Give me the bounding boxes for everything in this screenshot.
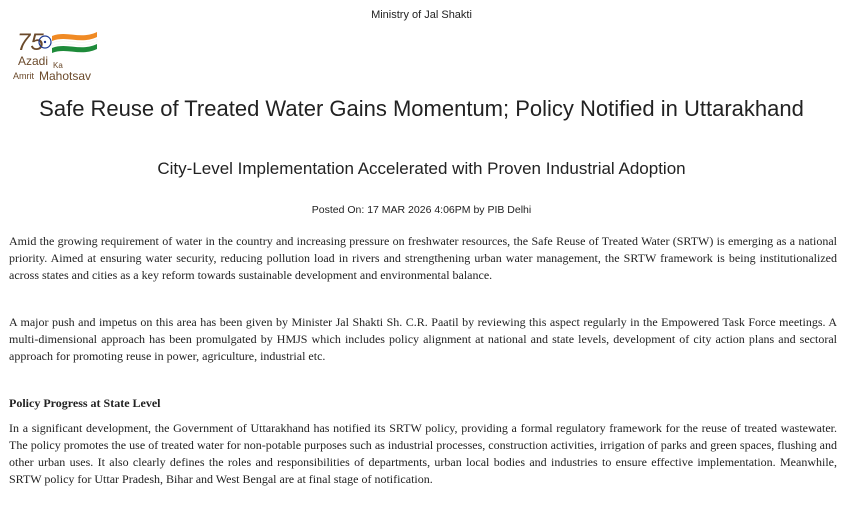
article-title: Safe Reuse of Treated Water Gains Momentum; Policy Notified in Uttarakhand: [39, 96, 804, 121]
azadi-ka-amrit-mahotsav-logo: [12, 22, 122, 84]
logo-amrit: Amrit: [13, 71, 34, 81]
logo-ka: Ka: [53, 61, 63, 70]
logo-azadi: Azadi: [18, 54, 49, 68]
logo-mahotsav: Mahotsav: [39, 69, 92, 83]
section-heading: Policy Progress at State Level: [9, 396, 161, 410]
ministry-name: Ministry of Jal Shakti: [371, 9, 472, 21]
paragraph-1: Amid the growing requirement of water in the country and increasing pressure on freshwater resources, the Safe Reuse of Treated Water (SRTW) is emerging as a national priority. Aimed at ensuring water security, reducing pollution load in rivers and strengthening urban water management, the SRTW framework is being institutionalized across states and cities as a key reform towards sustainable development and environmental balance.: [9, 234, 837, 282]
posted-on-date: Posted On: 17 MAR 2026 4:06PM by PIB Delhi: [311, 204, 532, 216]
article-subtitle: City-Level Implementation Accelerated with Proven Industrial Adoption: [157, 159, 686, 178]
section-paragraph: In a significant development, the Government of Uttarakhand has notified its SRTW policy, providing a formal regulatory framework for the reuse of treated wastewater. The policy promotes the use of treated water for non-potable purposes such as industrial processes, construction activities, irrigation of parks and green spaces, flushing and other urban uses. It also clearly defines the roles and responsibilities of departments, urban local bodies and industries to ensure effective implementation. Meanwhile, SRTW policy for Uttar Pradesh, Bihar and West Bengal are at final stage of notification.: [9, 421, 837, 486]
logo-number: 75: [17, 29, 44, 56]
paragraph-2: A major push and impetus on this area has been given by Minister Jal Shakti Sh. C.R. Paatil by reviewing this aspect regularly in the Empowered Task Force meetings. A multi-dimensional approach has been promulgated by HMJS which includes policy alignment at national and state levels, development of city action plans and sectoral approach for promoting reuse in power, agriculture, industrial etc.: [9, 315, 837, 363]
